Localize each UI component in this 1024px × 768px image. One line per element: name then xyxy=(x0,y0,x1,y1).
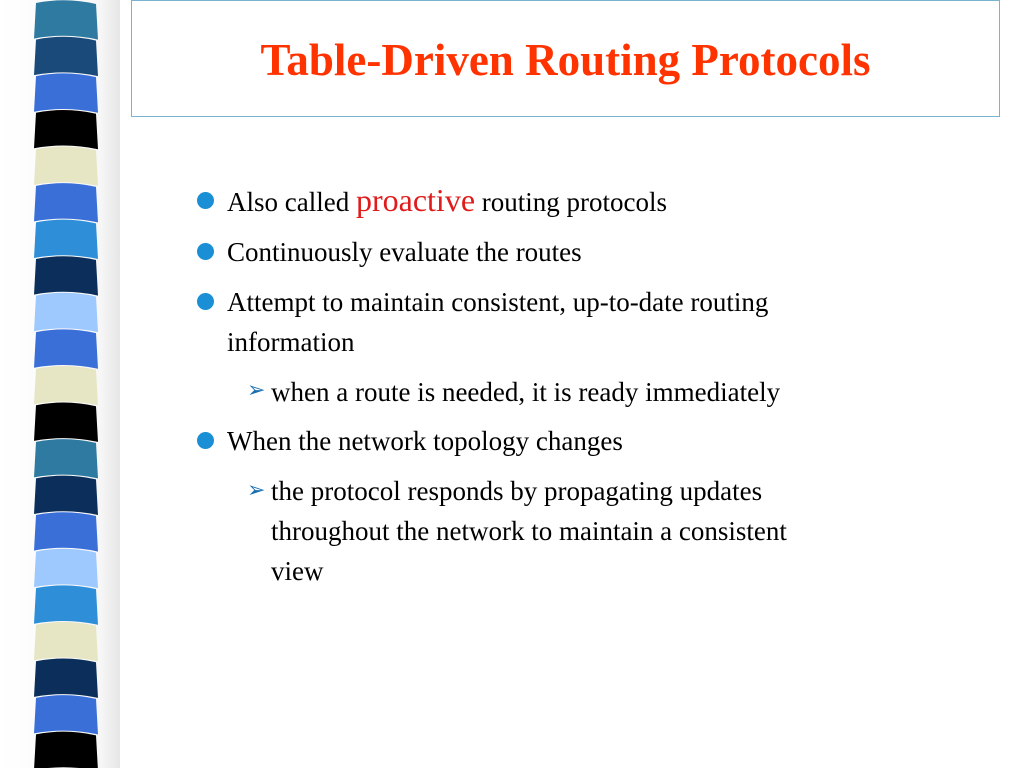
title-box xyxy=(131,0,1000,117)
sub-bullet-2-line-3: view xyxy=(271,556,324,586)
bullet-3-line-1: Attempt to maintain consistent, up-to-date routing xyxy=(227,287,769,317)
bullet-dot-icon xyxy=(197,192,214,209)
sub-bullet-2-line-2: throughout the network to maintain a consistent xyxy=(271,516,787,546)
stripe-block xyxy=(34,439,98,478)
stripe-block xyxy=(34,147,98,186)
stripe-block xyxy=(34,256,98,295)
stripe-pattern xyxy=(0,0,120,768)
bullet-dot-icon xyxy=(197,243,214,260)
stripe-block xyxy=(34,37,98,76)
stripe-block xyxy=(34,183,98,222)
bullet-dot-icon xyxy=(197,432,214,449)
bullet-3-line-2: information xyxy=(227,327,355,357)
bullet-1 xyxy=(227,180,667,222)
bullet-1-pre: Also called xyxy=(227,187,356,217)
stripe-block xyxy=(34,585,98,624)
stripe-block xyxy=(34,0,98,39)
bullet-1-post: routing protocols xyxy=(475,187,667,217)
arrow-bullet-icon: ➢ xyxy=(247,378,266,403)
stripe-block xyxy=(34,366,98,405)
stripe-block xyxy=(34,549,98,588)
stripe-block xyxy=(34,695,98,734)
stripe-block xyxy=(34,659,98,698)
bullet-2: Continuously evaluate the routes xyxy=(227,237,582,267)
decorative-stripe xyxy=(0,0,120,768)
sub-bullet-1: when a route is needed, it is ready immediately xyxy=(271,377,781,407)
stripe-block xyxy=(34,110,98,149)
highlight-proactive: proactive xyxy=(355,182,476,218)
bullet-dot-icon xyxy=(197,293,214,310)
stripe-block xyxy=(34,73,98,112)
stripe-block xyxy=(34,220,98,259)
sub-bullet-2-line-1: the protocol responds by propagating updates xyxy=(271,476,763,506)
stripe-block xyxy=(34,476,98,515)
stripe-block xyxy=(34,512,98,551)
arrow-bullet-icon: ➢ xyxy=(247,478,266,503)
bullet-4: When the network topology changes xyxy=(227,426,623,456)
stripe-block xyxy=(34,622,98,661)
slide-title: Table-Driven Routing Protocols xyxy=(260,34,871,85)
stripe-block xyxy=(34,403,98,442)
stripe-block xyxy=(34,329,98,368)
stripe-block xyxy=(34,732,98,768)
stripe-block xyxy=(34,293,98,332)
